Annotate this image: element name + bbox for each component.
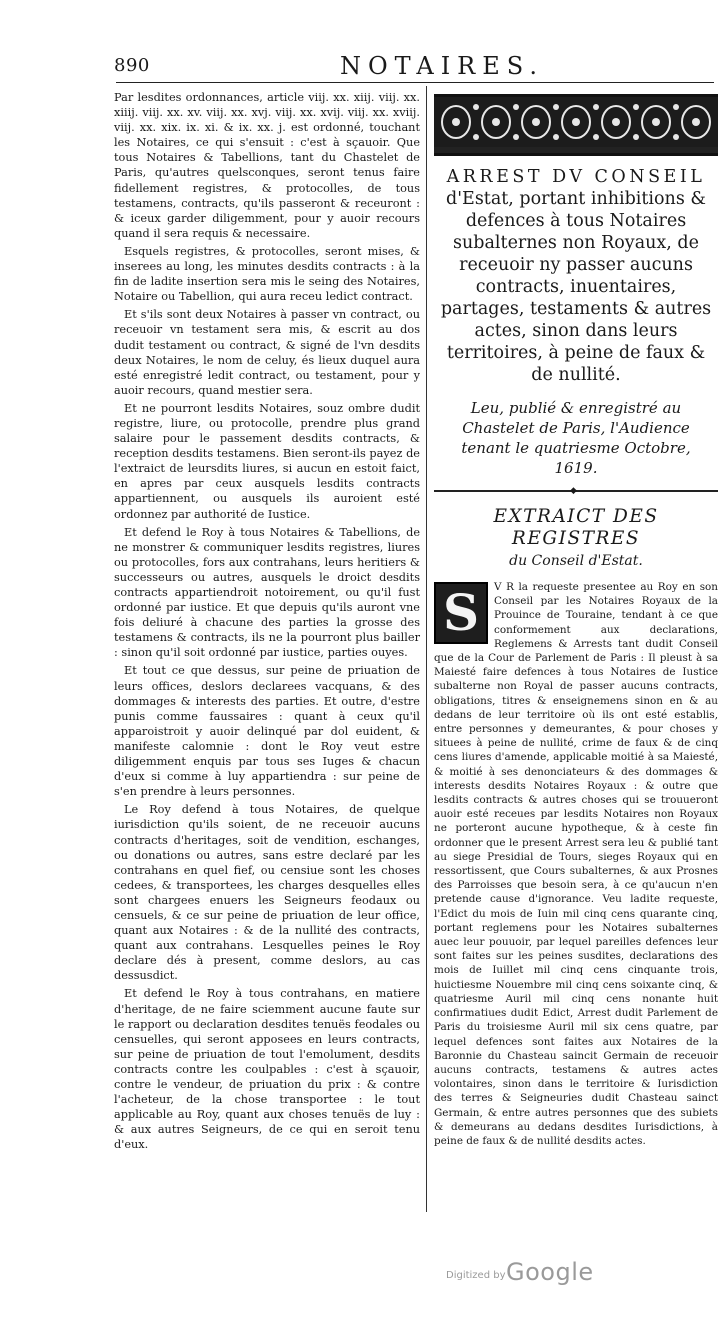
paragraph-registres: Esquels registres, & protocolles, seront mises, & inserees au long, les minutes desdits contracts : à la fin de ladite insertion sera mis le seing des Notaires, Notaire ou Tabellion, qui aura receu ledict contract. — [114, 244, 420, 304]
arrest-title-caps: ARREST DV CONSEIL — [446, 167, 706, 187]
column-divider — [426, 86, 427, 1212]
page-number: 890 — [114, 55, 150, 76]
paragraph-ordonnances: Par lesdites ordonnances, article viij. xx. xiij. viij. xx. xiiij. viij. xx. xv. viij. xx. xvj. viij. xx. xvij. viij. xx. xviij. viij. xx. xix. ix. xi. & ix. xx. j. est ordonné, touchant les Notaires, ce qui s'ensuit : c'est à sçauoir. Que tous Notaires & Tabellions, tant du Chastelet de Paris, qu'autres quelsconques, seront tenus faire fidellement registres, & protocolles, de tous testamens, contracts, qu'ils passeront & receuront : & iceux garder diligemment, pour y auoir recours quand il sera requis & necessaire. — [114, 91, 420, 240]
headpiece-pattern-icon — [434, 97, 718, 147]
paragraph-contrahans: Et defend le Roy à tous contrahans, en matiere d'heritage, de ne faire sciemment aucune faute sur le rapport ou declaration desdites tenuës feodales ou censuelles, qui seront apposees en leurs contracts, sur peine de priuation de tout l'emolument, desdits contracts contre les coulpables : c'est à sçauoir, contre le vendeur, de priuation du prix : & contre l'acheteur, de la chose transportee : le tout applicable au Roy, quant aux choses tenuës de luy : & aux autres Seigneurs, de ce qui en seroit tenu d'eux. — [114, 987, 420, 1152]
arrest-body-text: V R la requeste presentee au Roy en son Conseil par les Notaires Royaux de la Prouince de Touraine, tendant à ce que conformement aux declarations, Reglemens & Arrests tant dudit Conseil que de la Cour de Parlement de Paris : Il pleust à sa Maiesté faire defences à tous Notaires de Iustice subalterne non Royal de passer aucuns contracts, obligations, titres & enseignemens sinon en & au dedans de leur territoire où ils ont esté establis, entre personnes y demeurantes, & pour choses y situees à peine de nullité, crime de faux & de cinq cens liures d'amende, applicable moitié à sa Maiesté, & moitié à ses denonciateurs & des dommages & interests desdits Notaires Royaux : & outre que lesdits contracts & autres choses qui se trouueront auoir esté receues par lesdits Notaires non Royaux ne porteront aucune hypotheque, & à ceste fin ordonner que le present Arrest sera leu & publié tant au siege Presidial de Tours, sieges Royaux qui en ressortissent, que Cours subalternes, & aux Prosnes des Parroisses que besoin sera, à ce qu'aucun n'en pretende cause d'ignorance. Veu ladite requeste, l'Edict du mois de Iuin mil cinq cens quarante cinq, portant reglemens pour les Notaires subalternes auec leur pouuoir, par lequel pareilles defences leur sont faites sur les peines susdites, declarations des mois de Iuillet mil cinq cens cinquante trois, huictiesme Nouembre mil cinq cens soixante cinq, & quatriesme Auril mil cinq cens nonante huit confirmatiues dudit Edict, Arrest dudit Parlement de Paris du troisiesme Auril mil six cens quatre, par lequel defences sont faites aux Notaires de la Baronnie du Chasteau saincit Germain de receuoir aucuns contracts, testamens & autres actes volontaires, sinon dans le territoire & Iurisdiction des terres & Seigneuries dudit Chasteau sainct Germain, & entre autres personnes que des subiets & demeurans au dedans desdites Iurisdictions, à peine de faux & de nullité desdits actes. — [434, 581, 718, 1147]
extrait-subtitle: du Conseil d'Estat. — [509, 553, 643, 569]
decorated-initial — [434, 582, 488, 644]
book-page — [108, 52, 718, 1212]
digitization-credit — [446, 1258, 646, 1288]
running-headword: NOTAIRES. — [340, 52, 544, 80]
paragraph-defense-monstrer: Et defend le Roy à tous Notaires & Tabellions, de ne monstrer & communiquer lesdits registres, liures ou protocolles, fors aux contrahans, leurs heritiers & successeurs ou autres, ausquels le droict desdits contracts appartiendroit notoirement, ou qu'il fust ordonné par iustice. Et que depuis qu'ils auront vne fois deliuré à chacune des parties la grosse des testamens & contracts, ils ne la pourront plus bailler : sinon qu'il soit ordonné par iustice, parties ouyes. — [114, 525, 420, 660]
digitized-by-label: Digitized by — [446, 1270, 506, 1281]
running-head — [108, 52, 718, 82]
arrest-body — [434, 580, 718, 1148]
section-rule — [434, 486, 718, 496]
left-column — [114, 90, 420, 1155]
paragraph-salaire: Et ne pourront lesdits Notaires, souz ombre dudit registre, liure, ou protocolle, prendre plus grand salaire pour le passement desdits contracts, & reception desdits testamens. Bien seront-ils payez de l'extraict de leursdits liures, si aucun en estoit faict, en apres par ceux ausquels lesdits contracts appartiennent, ou ausquels ils auroient esté ordonnez par authorité de Iustice. — [114, 401, 420, 521]
arrest-title — [438, 166, 714, 386]
google-logo: Google — [506, 1258, 594, 1286]
paragraph-deux-notaires: Et s'ils sont deux Notaires à passer vn contract, ou receuoir vn testament sera mis, & escrit au dos dudit testament ou contract, & signé de l'vn desdits deux Notaires, le nom de celuy, és lieux duquel aura esté enregistré ledit contract, ou testament, pour y auoir recours, quand mestier sera. — [114, 308, 420, 397]
paragraph-peine-priuation: Et tout ce que dessus, sur peine de priuation de leurs offices, deslors declarees vacquans, & des dommages & interests des parties. Et outre, d'estre punis comme faussaires : quant à ceux qu'il apparoistroit y auoir delinqué par dol euident, & manifeste calomnie : dont le Roy veut estre diligemment enquis par tous ses Iuges & chacun d'eux si comme à luy appartiendra : sur peine de s'en prendre à leurs personnes. — [114, 664, 420, 799]
arrest-title-text: d'Estat, portant inhibitions & defences à tous Notaires subalternes non Royaux, de receuoir ny passer aucuns contracts, inuentaires, partages, testaments & autres actes, sinon dans leurs territoires, à peine de faux & de nullité. — [440, 189, 712, 385]
registration-note: Leu, publié & enregistré au Chastelet de Paris, l'Audience tenant le quatriesme Octobre, 1619. — [461, 399, 691, 477]
header-rule — [116, 82, 714, 83]
diamond-ornament-icon: ◆ — [570, 486, 577, 496]
decorative-headpiece — [434, 94, 718, 156]
paragraph-fiefs: Le Roy defend à tous Notaires, de quelque iurisdiction qu'ils soient, de ne receuoir aucuns contracts d'heritages, soit de vendition, eschanges, ou donations ou autres, sans estre declaré par les contrahans en quel fief, ou censiue sont les choses cedees, & transportees, les charges desquelles elles sont chargees enuers les Seigneurs feodaux ou censuels, & ce sur peine de priuation de leur office, quant aux Notaires : & de la nullité des contracts, quant aux contrahans. Lesquelles peines le Roy declare dés à present, comme deslors, au cas dessusdict. — [114, 803, 420, 983]
decorated-initial-letter: S — [442, 583, 480, 642]
right-column — [434, 90, 718, 1148]
extrait-title: EXTRAICT DES REGISTRES — [493, 506, 659, 549]
